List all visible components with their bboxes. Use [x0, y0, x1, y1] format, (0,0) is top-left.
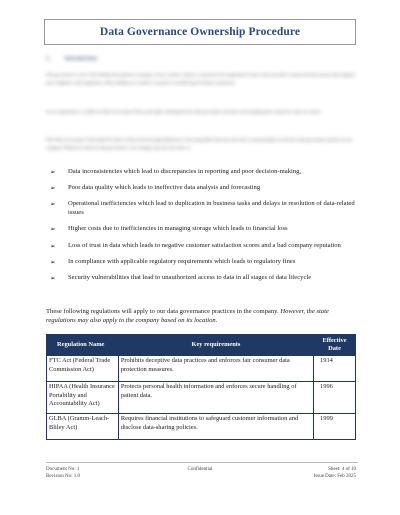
- list-item: ➢ Poor data quality which leads to ineffective data analysis and forecasting: [50, 184, 261, 193]
- document-title: Data Governance Ownership Procedure: [99, 26, 301, 38]
- arrow-bullet-icon: ➢: [50, 168, 56, 176]
- header-key-requirements: Key requirements: [118, 335, 313, 356]
- effective-date-cell: 1914: [314, 356, 356, 382]
- regulation-name-cell: GLBA (Gramm-Leach-Bliley Act): [47, 414, 119, 440]
- header-effective-date: Effective Date: [314, 335, 356, 356]
- key-requirements-cell: Protects personal health information and enforces secure handling of patient data.: [118, 382, 313, 414]
- intro-paragraph-3: This Data Governance Ownership Procedure will provide thorough definitions of the responsible functions and roles to operationalize an effective data governance practice in our company. Without an effective data governance, our company may face the risks of:: [46, 137, 353, 150]
- list-item: ➢ Higher costs due to inefficiencies in managing storage which leads to financial loss: [50, 225, 288, 234]
- intro-heading: [46, 56, 97, 62]
- arrow-bullet-icon: ➢: [50, 184, 56, 193]
- table-row: [47, 414, 356, 440]
- regulation-name-cell: FTC Act (Federal Trade Commission Act): [47, 356, 119, 382]
- list-item: ➢ Data inconsistencies which lead to discrepancies in reporting and poor decision-making,: [50, 168, 302, 176]
- footer-sheet: Sheet: 4 of 10: [328, 467, 356, 472]
- intro-paragraph-2: In our organization, to fulfill our Data Governance Policy principles, defining the key data governance functions and assigning their respective roles are critical.: [46, 109, 322, 114]
- list-item: ➢ In compliance with applicable regulatory requirements which leads to regulatory fines: [50, 257, 296, 266]
- arrow-bullet-icon: ➢: [50, 257, 56, 266]
- footer-revision-no: Revision No: 1.0: [46, 474, 81, 479]
- key-requirements-cell: Requires financial institutions to safeguard customer information and disclose data-sharing policies.: [118, 414, 313, 440]
- table-row: [47, 356, 356, 382]
- regulation-name-cell: HIPAA (Health Insurance Portability and Accountability Act): [47, 382, 119, 414]
- list-item: ➢ Operational inefficiencies which lead to duplication in business tasks and delays in resolution of data-related issues: [50, 200, 355, 217]
- key-requirements-cell: Prohibits deceptive data practices and enforces fair consumer data protection measures.: [118, 356, 313, 382]
- arrow-bullet-icon: ➢: [50, 200, 56, 209]
- regulations-table: [46, 334, 356, 440]
- regulations-intro: [46, 307, 360, 325]
- arrow-bullet-icon: ➢: [50, 241, 56, 250]
- footer-right: [314, 466, 356, 480]
- document-title-box: [44, 19, 356, 45]
- list-item: ➢ Security vulnerabilities that lead to unauthorized access to data in all stages of data lifecycle: [50, 273, 312, 282]
- table-header-row: [47, 335, 356, 356]
- effective-date-cell: 1996: [314, 382, 356, 414]
- table-row: [47, 382, 356, 414]
- list-item: ➢ Loss of trust in data which leads to negative customer satisfaction scores and a bad company reputation: [50, 241, 341, 250]
- footer-divider: [46, 462, 358, 463]
- footer-issue-date: Issue Date: Feb 2025: [313, 474, 356, 479]
- arrow-bullet-icon: ➢: [50, 225, 56, 234]
- header-regulation-name: Regulation Name: [47, 335, 119, 356]
- footer-classification: Confidential: [187, 467, 213, 472]
- risk-list: [50, 168, 362, 290]
- footer-document-no: Document No: 1: [46, 467, 80, 472]
- intro-paragraph-1: This governance is one of the detailed descriptions to manage, secure, monitor, improve, and protect the organization's data. It also provides a framework that ensures data integrity and compliance with regulations while enabling us to achieve our goals of sustained good business operations.: [46, 72, 355, 85]
- regulations-intro-italic: However, the state regulations may also apply to the company based on its location.: [46, 308, 329, 324]
- arrow-bullet-icon: ➢: [50, 273, 56, 282]
- intro-section-title: Introduction: [64, 56, 98, 62]
- effective-date-cell: 1999: [314, 414, 356, 440]
- regulations-intro-text: These following regulations will apply to our data governance practices in the company.: [46, 308, 279, 315]
- intro-section-number: 1.: [46, 56, 51, 62]
